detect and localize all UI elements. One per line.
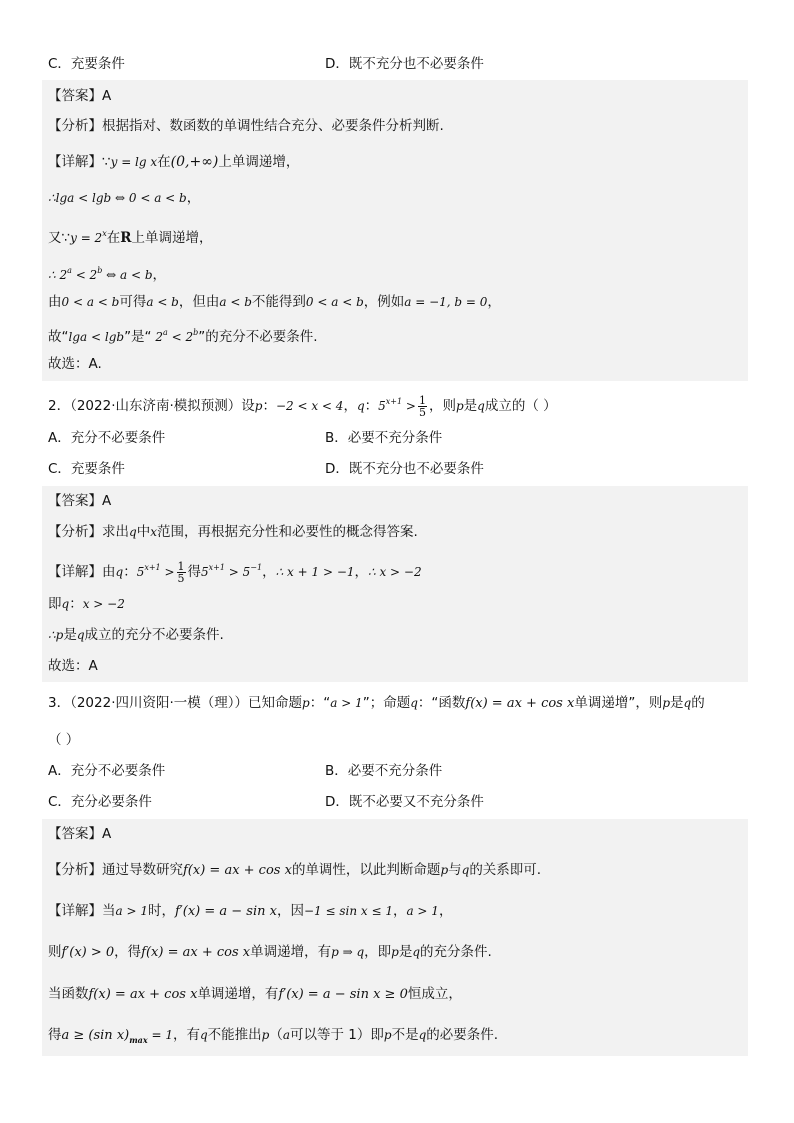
math-subscript: max [129, 1035, 148, 1045]
text: 在 [157, 154, 171, 170]
math-expr: f′(x) = a − sin x ≥ 0 [278, 987, 408, 1002]
math-var: p [391, 945, 399, 959]
math-expr: f′(x) = a − sin x [174, 904, 277, 919]
text: 的关系即可. [469, 862, 542, 878]
text: 可得 [119, 294, 147, 310]
math-var: q [199, 1028, 208, 1042]
math-var: q [76, 628, 85, 642]
math-var: x [150, 525, 157, 539]
math-expr: = 1 [147, 1028, 173, 1042]
math-expr: 2 [151, 330, 164, 344]
text: 上单调递增， [131, 230, 213, 246]
text: 的充分条件. [420, 944, 492, 960]
math-expr: f(x) = ax + cos x [88, 987, 198, 1002]
text: 与 [448, 862, 462, 878]
question-2-options-row-1 [48, 427, 748, 449]
answer-label: 【答案】A [48, 88, 112, 104]
math-expr: −1 ≤ sin x ≤ 1 [303, 904, 393, 918]
text: ，因 [276, 903, 304, 919]
option-d[interactable]: D．既不充分也不必要条件 [325, 461, 484, 477]
text: 又∵ [48, 230, 71, 246]
math-expr: a < b [146, 295, 179, 309]
text: ， [186, 190, 201, 206]
text: ： [123, 564, 137, 580]
question-2-stem [48, 391, 557, 418]
solution-block-2 [42, 486, 748, 682]
math-var: q [410, 696, 418, 710]
text: ， [487, 294, 501, 310]
text: ， [438, 903, 453, 919]
text: ，例如 [363, 294, 405, 310]
text: 单调递增，有 [197, 986, 279, 1002]
math-exponent: x+1 [208, 563, 225, 572]
text: ： [364, 398, 379, 414]
text: 的单调性，以此判断命题 [291, 862, 441, 878]
conclusion-text: 故选：A. [48, 356, 102, 372]
text: 是 [670, 695, 684, 711]
math-expr: f′(x) > 0 [61, 945, 115, 960]
text: 则 [48, 944, 62, 960]
text: 当函数 [48, 986, 89, 1002]
math-expr: a > 1 [406, 904, 439, 918]
math-expr: p ⇒ q [331, 945, 365, 959]
math-expr: 5 [378, 399, 386, 413]
option-d: D．既不充分也不必要条件 [325, 56, 484, 72]
math-var: q [412, 945, 421, 959]
math-expr: ⇔ a < b [102, 268, 153, 282]
text: ”是“ [124, 329, 152, 345]
text: 由 [48, 294, 62, 310]
math-var: q [418, 1028, 427, 1042]
option-d[interactable]: D．既不必要又不充分条件 [325, 794, 484, 810]
fraction-denominator: 5 [177, 571, 185, 585]
math-var: a [282, 1028, 290, 1042]
math-var: q [356, 399, 365, 413]
math-var: q [683, 696, 692, 710]
math-expr: 0 < a < b [61, 295, 120, 309]
question-3-options-row-2 [48, 791, 748, 813]
text: 2．（2022·山东济南·模拟预测）设 [48, 398, 255, 414]
text: 得 [48, 1027, 62, 1043]
answer-label: 【答案】A [48, 493, 112, 509]
math-expr: > [402, 399, 416, 413]
text: 中 [136, 524, 151, 540]
math-exponent: b [97, 266, 103, 275]
detail-line-6 [48, 323, 318, 347]
math-expr: > 5 [224, 565, 251, 579]
math-exponent: x+1 [144, 563, 161, 572]
math-var: p [261, 1028, 270, 1042]
text: 上单调递增， [218, 154, 300, 170]
text: 即 [48, 596, 62, 612]
math-exponent: a [163, 328, 168, 337]
text: （ [269, 1027, 283, 1043]
analysis-text [48, 522, 418, 542]
detail-line-1 [48, 901, 452, 922]
text: 在 [106, 230, 121, 246]
math-expr: 5 [136, 565, 145, 579]
math-expr: f(x) = ax + cos x [141, 945, 251, 960]
math-expr: a > 1 [330, 696, 363, 710]
detail-line-1 [48, 152, 299, 172]
analysis-text [48, 860, 541, 881]
text: 是 [63, 627, 77, 643]
solution-block-1 [42, 80, 748, 381]
math-expr: a = −1, b = 0 [404, 295, 488, 309]
analysis-text: 【分析】根据指对、数函数的单调性结合充分、必要条件分析判断. [48, 118, 444, 134]
text: 不能得到 [251, 294, 306, 310]
math-expr: ∴ x > −2 [368, 565, 422, 579]
detail-line-2 [48, 594, 125, 614]
math-expr: −2 < x < 4 [275, 399, 344, 413]
text: 单调递增”，则 [574, 695, 663, 711]
text: ，即 [364, 944, 392, 960]
text: 【分析】通过导数研究 [48, 862, 183, 878]
text: 成立的（ ） [484, 398, 557, 414]
text: ， [152, 267, 167, 283]
text: 3．（2022·四川资阳·一模（理））已知命题 [48, 695, 303, 711]
fraction-denominator: 5 [418, 405, 426, 419]
detail-line-2 [48, 188, 200, 208]
text: ： [262, 398, 276, 414]
math-var: p [455, 399, 464, 413]
text: ∵ [102, 154, 111, 170]
text: ，有 [172, 1027, 200, 1043]
math-expr: < 2 [167, 330, 194, 344]
math-expr: a ≥ (sin x) [61, 1028, 130, 1043]
text: ， [343, 398, 357, 414]
math-expr: x > −2 [82, 597, 125, 611]
math-exponent: −1 [250, 563, 263, 572]
text: ：“ [309, 695, 331, 711]
text: 【详解】由 [48, 564, 116, 580]
text: 时， [147, 903, 175, 919]
math-var: p [55, 628, 64, 642]
math-var: q [129, 525, 137, 539]
math-expr: (0,+∞) [170, 154, 219, 170]
text: ， [392, 903, 407, 919]
option-b[interactable]: B．必要不充分条件 [325, 430, 443, 446]
fraction [177, 561, 186, 584]
text: 单调递增，有 [250, 944, 332, 960]
fraction [418, 395, 427, 418]
detail-line-3 [48, 224, 212, 248]
fraction-numerator: 1 [418, 393, 426, 407]
math-expr: a > 1 [115, 904, 148, 918]
math-exponent: x+1 [385, 397, 403, 406]
math-expr: 5 [201, 565, 209, 579]
text: 【分析】求出 [48, 524, 129, 540]
math-set-R: R [120, 230, 132, 246]
math-expr: y = 2 [70, 231, 103, 245]
text: 范围，再根据充分性和必要性的概念得答案. [156, 524, 418, 540]
math-expr: > [160, 565, 175, 579]
math-exponent: a [67, 266, 72, 275]
text: 的 [691, 695, 705, 711]
text: 的必要条件. [426, 1027, 499, 1043]
math-expr: ∴ 2 [48, 268, 68, 282]
detail-label: 【详解】 [48, 154, 102, 170]
math-expr: f(x) = ax + cos x [183, 863, 292, 878]
option-c: C．充要条件 [48, 56, 125, 72]
option-b[interactable]: B．必要不充分条件 [325, 763, 443, 779]
solution-block-3 [42, 819, 748, 1056]
detail-line-2 [48, 942, 492, 963]
math-expr: lga < lgb [68, 330, 125, 344]
question-2-options-row-2 [48, 458, 748, 480]
text: ”的充分不必要条件. [198, 329, 318, 345]
option-c[interactable]: C．充要条件 [48, 461, 125, 477]
fraction-numerator: 1 [177, 559, 185, 573]
math-var: p [440, 863, 449, 877]
top-options-row [48, 53, 748, 75]
math-var: p [662, 696, 671, 710]
math-var: q [461, 863, 470, 877]
math-var: q [61, 597, 70, 611]
text: 成立的充分不必要条件. [84, 627, 224, 643]
text: 不是 [391, 1027, 419, 1043]
math-expr: ∴ [48, 628, 56, 642]
math-expr: 0 < a < b [305, 295, 364, 309]
text: 不能推出 [207, 1027, 262, 1043]
option-c[interactable]: C．充分必要条件 [48, 794, 152, 810]
text: 【详解】当 [48, 903, 116, 919]
answer-label: 【答案】A [48, 826, 112, 842]
text: 恒成立， [407, 986, 462, 1002]
option-a[interactable]: A．充分不必要条件 [48, 763, 166, 779]
math-exponent: b [193, 328, 199, 337]
math-var: q [115, 565, 124, 579]
text: 得 [187, 564, 202, 580]
detail-line-5 [48, 292, 501, 312]
text: ， [262, 564, 276, 580]
math-expr: < 2 [71, 268, 98, 282]
math-var: q [477, 399, 485, 413]
math-var: p [383, 1028, 392, 1042]
math-expr: a < b [219, 295, 252, 309]
text: ，得 [114, 944, 142, 960]
math-var: p [302, 696, 310, 710]
option-a[interactable]: A．充分不必要条件 [48, 430, 166, 446]
detail-line-4 [48, 1025, 498, 1050]
text: ，则 [428, 398, 456, 414]
math-expr: y = lg x [110, 155, 158, 169]
math-expr: ∴ x + 1 > −1 [275, 565, 355, 579]
text: ： [69, 596, 83, 612]
question-3-stem [48, 692, 705, 715]
text: ，但由 [178, 294, 220, 310]
text: 是 [463, 398, 478, 414]
detail-line-3 [48, 984, 462, 1005]
text: 故“ [48, 329, 69, 345]
conclusion-text: 故选：A [48, 658, 98, 674]
text: 可以等于 1）即 [290, 1027, 384, 1043]
detail-line-1 [48, 558, 422, 584]
question-3-paren: （ ） [48, 732, 80, 748]
text: 是 [398, 944, 413, 960]
math-var: p [254, 399, 263, 413]
question-3-options-row-1 [48, 760, 748, 782]
detail-line-3 [48, 625, 224, 645]
detail-line-4 [48, 261, 166, 285]
math-expr: ∴lga < lgb ⇔ 0 < a < b [48, 191, 187, 205]
text: ：“函数 [417, 695, 466, 711]
text: ”；命题 [362, 695, 411, 711]
math-exponent: x [102, 229, 107, 238]
math-expr: f(x) = ax + cos x [465, 696, 575, 711]
text: ， [354, 564, 369, 580]
